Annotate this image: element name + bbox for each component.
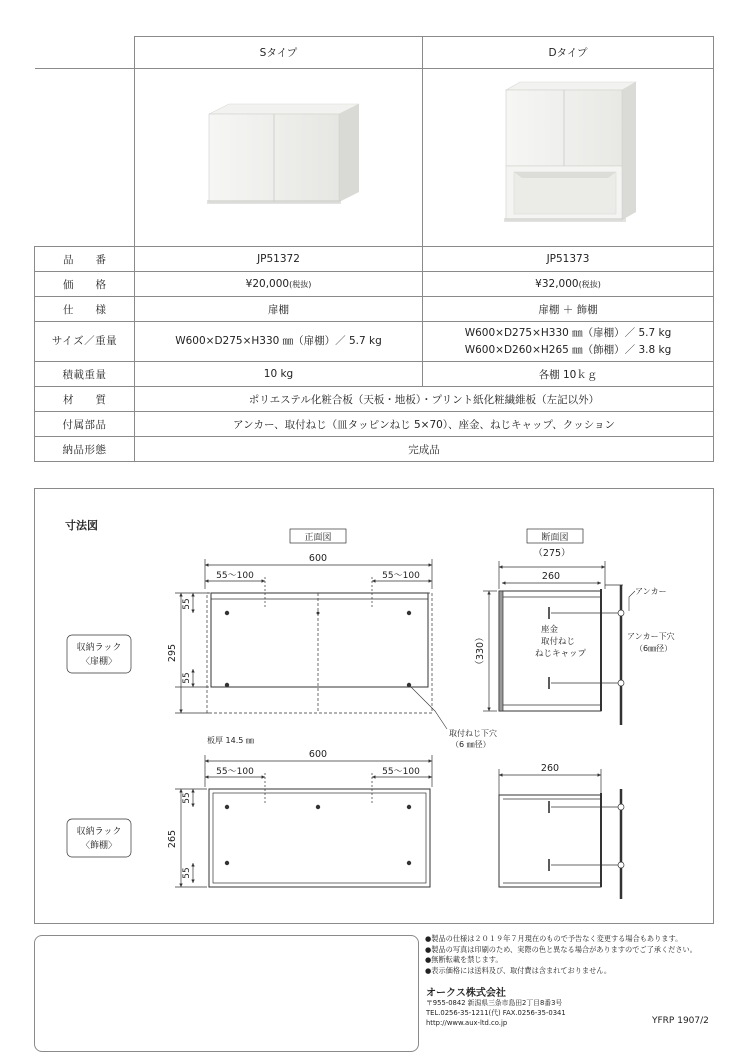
front1-top-offset: 55 — [182, 598, 192, 610]
label-load: 積載重量 — [35, 362, 135, 387]
note-item: ●製品の仕様は２０１９年７月現在のもので予告なく変更する場合もあります。 — [425, 934, 683, 943]
rack2-label-line2: 〈飾棚〉 — [80, 841, 118, 851]
label-anchor-hole-1: アンカー下穴 — [627, 632, 675, 641]
label-hinban: 品番 — [35, 247, 135, 272]
price-s: ¥20,000(税抜) — [135, 272, 423, 297]
front2-width: 600 — [308, 749, 328, 760]
front1-height: 295 — [167, 643, 178, 663]
notes-list — [425, 934, 745, 976]
company-tel: TEL.0256-35-1211(代) FAX.0256-35-0341 — [426, 1009, 566, 1017]
front1-width: 600 — [308, 553, 328, 564]
material-value: ポリエステル化粧合板（天板・地板）・プリント紙化粧繊維板（左記以外） — [135, 387, 714, 412]
label-parts: 付属部品 — [35, 412, 135, 437]
rack1-label-line1: 収納ラック — [76, 643, 122, 653]
front2-offset-left: 55〜100 — [216, 767, 254, 777]
note-item: ●表示価格には送料及び、取付費は含まれておりません。 — [425, 965, 612, 975]
section-view-title: 断面図 — [541, 533, 569, 543]
blank-corner — [35, 37, 135, 69]
shiyo-d: 扉棚 ＋ 飾棚 — [423, 297, 714, 322]
label-neji-cap: ねじキャップ — [535, 649, 587, 659]
front2-top-offset: 55 — [182, 792, 192, 804]
shiyo-s: 扉棚 — [135, 297, 423, 322]
load-d: 各棚 10ｋｇ — [423, 362, 714, 387]
blank-image-label — [35, 69, 135, 247]
front2-offset-right: 55〜100 — [382, 767, 420, 777]
rack1-label-line2: 〈扉棚〉 — [80, 657, 118, 667]
rack2-label-box — [67, 819, 131, 857]
company-contact — [426, 998, 566, 1028]
note-item: ●製品の写真は印刷のため、実際の色と異なる場合がありますのでご了承ください。 — [425, 944, 697, 954]
header-type-s: Sタイプ — [135, 37, 423, 69]
hinban-s: JP51372 — [135, 247, 423, 272]
rack1-label-box — [67, 635, 131, 673]
label-zagane: 座金 — [541, 625, 559, 635]
dimension-diagram — [34, 488, 714, 924]
size-d — [423, 322, 714, 362]
label-torituke-neji: 取付ねじ — [541, 637, 576, 647]
screw-hole-label-1: 取付ねじ下穴 — [449, 729, 497, 738]
spec-table — [34, 36, 714, 462]
front2-height: 265 — [167, 829, 178, 849]
label-shiyo: 仕様 — [35, 297, 135, 322]
price-d: ¥32,000(税抜) — [423, 272, 714, 297]
label-delivery: 納品形態 — [35, 437, 135, 462]
dimension-drawing — [35, 489, 715, 925]
label-anchor-hole-2: （6㎜径） — [635, 644, 673, 653]
cabinet-s-photo — [189, 96, 369, 216]
product-image-s — [135, 69, 423, 247]
screw-hole-label-2: （6 ㎜径） — [451, 740, 491, 749]
company-address: 〒955-0842 新潟県三条市島田2丁目8番3号 — [426, 999, 563, 1007]
parts-value: アンカー、取付ねじ（皿タッピンねじ 5×70）、座金、ねじキャップ、クッション — [135, 412, 714, 437]
hinban-d: JP51373 — [423, 247, 714, 272]
note-item: ●無断転載を禁じます。 — [425, 955, 503, 964]
label-material: 材質 — [35, 387, 135, 412]
section1-depth-total: （275） — [533, 548, 571, 559]
diagram-title: 寸法図 — [65, 519, 98, 532]
rack2-label-line1: 収納ラック — [76, 827, 122, 837]
section1-height: （330） — [475, 632, 486, 670]
front1-bottom-offset: 55 — [182, 672, 192, 684]
delivery-value: 完成品 — [135, 437, 714, 462]
document-code: YFRP 1907/2 — [652, 1016, 709, 1026]
cabinet-d-photo — [488, 76, 648, 236]
section1-depth: 260 — [541, 571, 561, 582]
label-anchor: アンカー — [635, 587, 667, 596]
board-thickness: 板厚 14.5 ㎜ — [207, 736, 254, 745]
size-d-line2: W600×D260×H265 ㎜（飾棚）／ 3.8 kg — [464, 343, 672, 356]
load-s: 10 kg — [135, 362, 423, 387]
memo-box — [34, 935, 419, 1052]
label-kakaku: 価格 — [35, 272, 135, 297]
front2-bottom-offset: 55 — [182, 867, 192, 879]
product-image-d — [423, 69, 714, 247]
front-view-title: 正面図 — [304, 533, 332, 543]
front1-offset-left: 55〜100 — [216, 571, 254, 581]
size-d-line1: W600×D275×H330 ㎜（扉棚）／ 5.7 kg — [464, 326, 672, 339]
header-type-d: Dタイプ — [423, 37, 714, 69]
section2-depth: 260 — [540, 763, 560, 774]
company-name: オークス株式会社 — [426, 988, 506, 999]
company-url: http://www.aux-ltd.co.jp — [426, 1019, 508, 1027]
size-s: W600×D275×H330 ㎜（扉棚）／ 5.7 kg — [135, 322, 423, 362]
label-size: サイズ／重量 — [35, 322, 135, 362]
front1-offset-right: 55〜100 — [382, 571, 420, 581]
